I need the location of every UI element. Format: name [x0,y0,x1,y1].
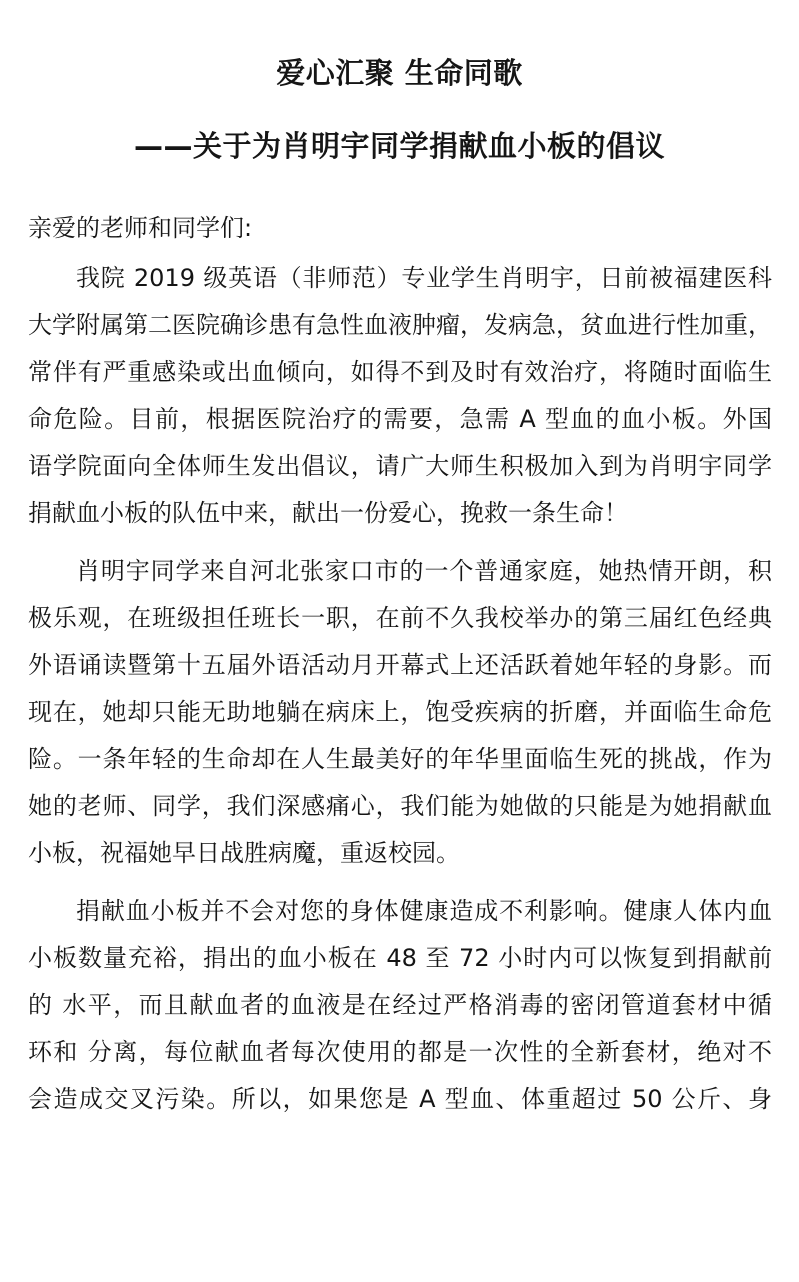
paragraph-3 [28,888,772,1123]
paragraph-line: 小板数量充裕，捐出的血小板在 48 至 72 小时内可以恢复到捐献前 [28,944,772,972]
paragraph-2 [28,548,772,877]
paragraph-line: 大学附属第二医院确诊患有急性血液肿瘤，发病急，贫血进行性加重， [28,311,772,339]
paragraph-line: 常伴有严重感染或出血倾向，如得不到及时有效治疗，将随时面临生 [28,358,772,386]
paragraph-line: 外语诵读暨第十五届外语活动月开幕式上还活跃着她年轻的身影。而 [28,651,772,679]
greeting: 亲爱的老师和同学们: [28,214,253,242]
paragraph-line: 她的老师、同学，我们深感痛心，我们能为她做的只能是为她捐献血 [28,792,772,820]
paragraph-line: 我院 2019 级英语（非师范）专业学生肖明宇，日前被福建医科 [76,264,772,292]
paragraph-line: 肖明宇同学来自河北张家口市的一个普通家庭，她热情开朗，积 [76,557,772,585]
paragraph-line: 小板，祝福她早日战胜病魔，重返校园。 [28,839,460,867]
paragraph-line: 极乐观，在班级担任班长一职，在前不久我校举办的第三届红色经典 [28,604,772,632]
paragraph-line: 捐献血小板的队伍中来，献出一份爱心，挽救一条生命！ [28,499,628,527]
paragraph-line: 的 水平，而且献血者的血液是在经过严格消毒的密闭管道套材中循 [28,991,772,1019]
paragraph-line: 环和 分离，每位献血者每次使用的都是一次性的全新套材，绝对不 [28,1038,772,1066]
paragraph-line: 会造成交叉污染。所以，如果您是 A 型血、体重超过 50 公斤、身 [28,1085,772,1113]
paragraph-line: 险。一条年轻的生命却在人生最美好的年华里面临生死的挑战，作为 [28,745,772,773]
document-body [28,255,772,1123]
paragraph-line: 命危险。目前，根据医院治疗的需要，急需 A 型血的血小板。外国 [28,405,772,433]
paragraph-1 [28,255,772,537]
paragraph-line: 捐献血小板并不会对您的身体健康造成不利影响。健康人体内血 [76,897,772,925]
document-subtitle: ——关于为肖明宇同学捐献血小板的倡议 [133,129,665,163]
paragraph-line: 语学院面向全体师生发出倡议，请广大师生积极加入到为肖明宇同学 [28,452,772,480]
paragraph-line: 现在，她却只能无助地躺在病床上，饱受疾病的折磨，并面临生命危 [28,698,772,726]
document-title: 爱心汇聚 生命同歌 [276,56,523,90]
